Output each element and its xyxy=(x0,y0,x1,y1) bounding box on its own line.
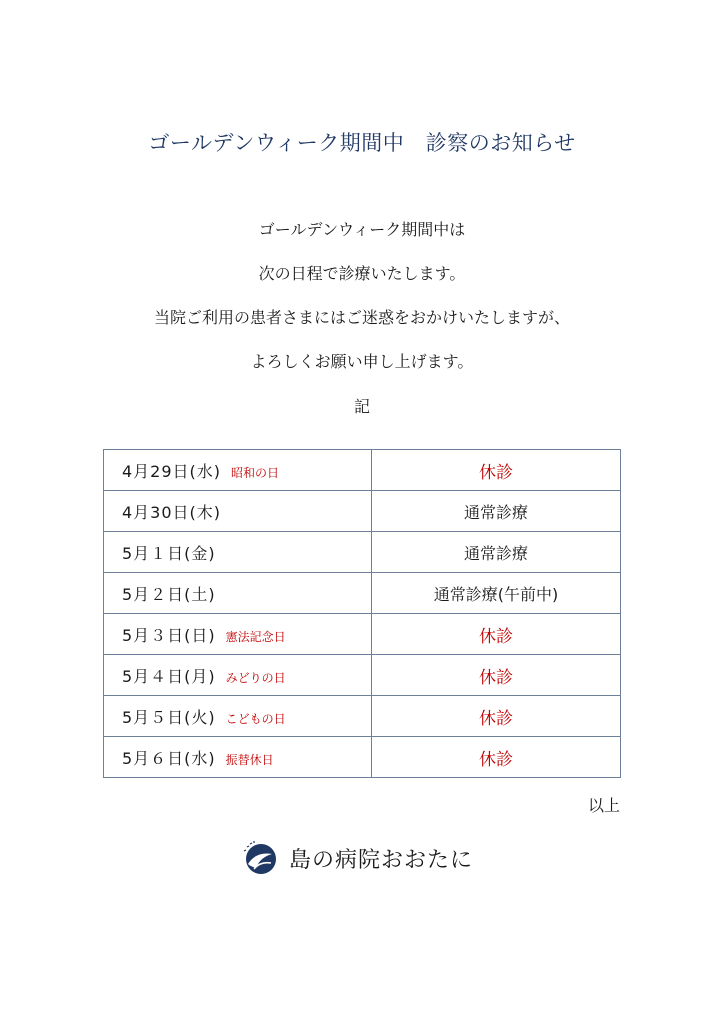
date-label: 5月３日(日) xyxy=(122,625,216,645)
date-label: 5月２日(土) xyxy=(122,584,216,604)
date-label: 4月30日(木) xyxy=(122,502,222,522)
clinic-logo xyxy=(241,838,473,878)
status-cell xyxy=(372,737,621,778)
ki-mark: 記 xyxy=(353,397,370,416)
holiday-label: 憲法記念日 xyxy=(225,629,286,644)
status-label: 休診 xyxy=(479,626,513,647)
date-cell xyxy=(104,696,372,737)
status-cell xyxy=(372,655,621,696)
status-cell xyxy=(372,532,621,573)
intro-line: 当院ご利用の患者さまにはご迷惑をおかけいたしますが、 xyxy=(153,308,570,327)
holiday-label: こどもの日 xyxy=(225,711,286,726)
status-label: 通常診療 xyxy=(463,543,528,563)
date-cell xyxy=(104,573,372,614)
status-cell xyxy=(372,450,621,491)
date-label: 5月６日(水) xyxy=(122,748,216,768)
status-cell xyxy=(372,491,621,532)
schedule-table xyxy=(103,449,621,778)
status-label: 休診 xyxy=(479,667,513,688)
status-cell xyxy=(372,573,621,614)
clinic-name: 島の病院おおたに xyxy=(289,847,474,873)
date-label: 5月５日(火) xyxy=(122,707,216,727)
intro-text xyxy=(0,218,724,394)
closing-mark: 以上 xyxy=(587,796,620,815)
date-cell xyxy=(104,532,372,573)
date-label: 5月１日(金) xyxy=(122,543,216,563)
date-cell xyxy=(104,450,372,491)
status-cell xyxy=(372,614,621,655)
status-label: 休診 xyxy=(479,708,513,729)
date-cell xyxy=(104,655,372,696)
table-row xyxy=(104,532,621,573)
status-label: 通常診療(午前中) xyxy=(433,584,559,604)
holiday-label: 振替休日 xyxy=(225,752,274,767)
table-row xyxy=(104,696,621,737)
table-row xyxy=(104,491,621,532)
intro-line: 次の日程で診療いたします。 xyxy=(258,264,466,283)
notice-title: ゴールデンウィーク期間中 診察のお知らせ xyxy=(148,131,576,155)
intro-line: ゴールデンウィーク期間中は xyxy=(258,220,466,239)
table-row xyxy=(104,573,621,614)
date-label: 4月29日(水) xyxy=(122,461,222,481)
holiday-label: 昭和の日 xyxy=(231,465,280,480)
status-label: 休診 xyxy=(479,749,513,770)
table-row xyxy=(104,614,621,655)
date-cell xyxy=(104,737,372,778)
status-cell xyxy=(372,696,621,737)
date-label: 5月４日(月) xyxy=(122,666,216,686)
status-label: 休診 xyxy=(479,462,513,483)
holiday-label: みどりの日 xyxy=(225,670,286,685)
intro-line: よろしくお願い申し上げます。 xyxy=(250,352,474,371)
table-row xyxy=(104,450,621,491)
date-cell xyxy=(104,491,372,532)
table-row xyxy=(104,655,621,696)
status-label: 通常診療 xyxy=(463,502,528,522)
table-row xyxy=(104,737,621,778)
date-cell xyxy=(104,614,372,655)
crane-emblem-icon xyxy=(241,839,279,877)
